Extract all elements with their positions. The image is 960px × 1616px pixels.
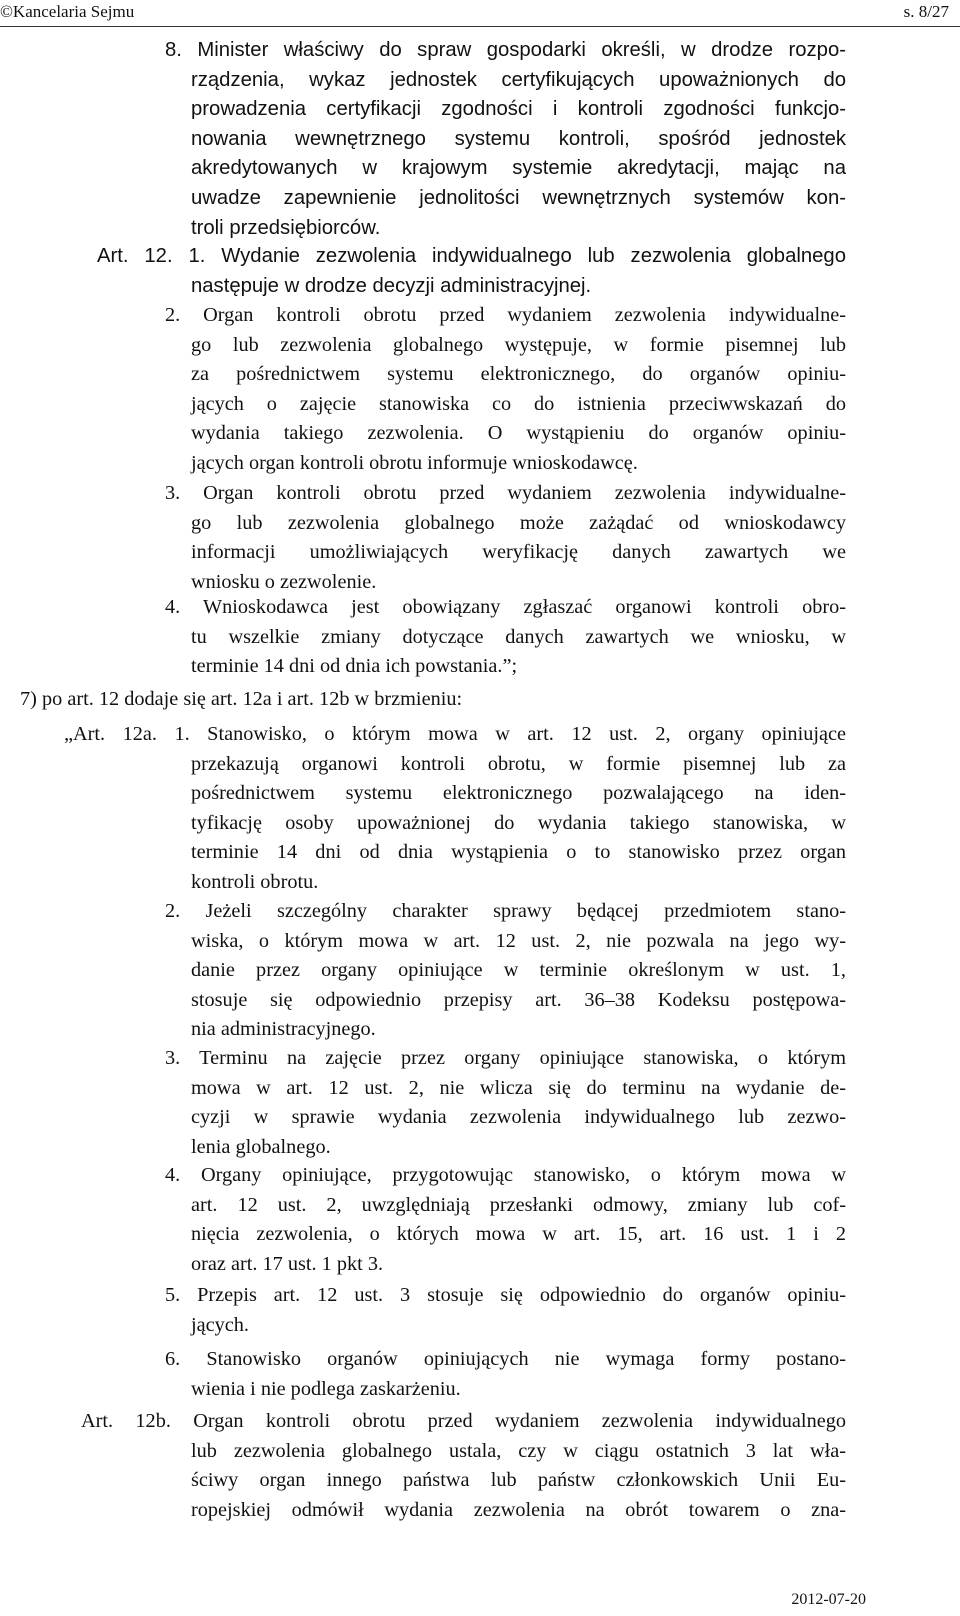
text-line: art. 12 ust. 2, uwzględniają przesłanki odmowy, zmiany lub cof- (191, 1193, 846, 1216)
text-line: terminie 14 dni od dnia wystąpienia o to stanowisko przez organ (191, 841, 846, 864)
art-12a-section-4 (165, 1161, 846, 1279)
text-line: stosuje się odpowiednio przepisy art. 36–38 Kodeksu postępowa- (191, 988, 846, 1011)
text-line: za pośrednictwem systemu elektronicznego, do organów opiniu- (191, 363, 846, 386)
art-12a-section-5 (165, 1281, 846, 1340)
text-line: wienia i nie podlega zaskarżeniu. (191, 1377, 461, 1400)
paragraph-8 (165, 36, 846, 243)
text-line: ściwy organ innego państwa lub państw członkowskich Unii Eu- (191, 1469, 846, 1492)
art-12-section-1 (97, 242, 846, 301)
text-line: wniosku o zezwolenie. (191, 570, 377, 593)
text-line: tyfikację osoby upoważnionej do wydania takiego stanowiska, w (191, 811, 846, 834)
text-line: przekazują organowi kontroli obrotu, w formie pisemnej lub za (191, 752, 846, 775)
text-line: rządzenia, wykaz jednostek certyfikujących upoważnionych do (191, 68, 846, 91)
footer-date: 2012-07-20 (791, 1591, 866, 1608)
text-line: 2. Organ kontroli obrotu przed wydaniem zezwolenia indywidualne- (165, 304, 846, 326)
text-line: kontroli obrotu. (191, 870, 319, 893)
text-line: cyzji w sprawie wydania zezwolenia indywidualnego lub zezwo- (191, 1106, 846, 1129)
text-line: 3. Organ kontroli obrotu przed wydaniem zezwolenia indywidualne- (165, 482, 846, 504)
text-line: 4. Organy opiniujące, przygotowując stanowisko, o którym mowa w (165, 1164, 846, 1186)
point-7 (20, 685, 846, 715)
text-line: lenia globalnego. (191, 1135, 331, 1158)
page-header (0, 0, 960, 27)
text-line: 2. Jeżeli szczególny charakter sprawy będącej przedmiotem stano- (165, 900, 846, 922)
text-line: 7) po art. 12 dodaje się art. 12a i art. 12b w brzmieniu: (20, 688, 463, 710)
text-line: akredytowanych w krajowym systemie akredytacji, mając na (191, 157, 846, 180)
text-line: jących organ kontroli obrotu informuje wnioskodawcę. (191, 451, 638, 474)
text-line: tu wszelkie zmiany dotyczące danych zawartych we wniosku, w (191, 625, 846, 648)
text-line: jących. (191, 1313, 249, 1336)
text-line: oraz art. 17 ust. 1 pkt 3. (191, 1252, 384, 1275)
text-line: wydania takiego zezwolenia. O wystąpieniu do organów opiniu- (191, 422, 846, 445)
text-line: danie przez organy opiniujące w terminie określonym w ust. 1, (191, 959, 846, 982)
text-line: wiska, o którym mowa w art. 12 ust. 2, nie pozwala na jego wy- (191, 929, 846, 952)
text-line: prowadzenia certyfikacji zgodności i kontroli zgodności funkcjo- (191, 98, 846, 121)
text-line: pośrednictwem systemu elektronicznego pozwalającego na iden- (191, 782, 846, 805)
copyright-label: ©Kancelaria Sejmu (0, 2, 135, 21)
text-line: Art. 12. 1. Wydanie zezwolenia indywidualnego lub zezwolenia globalnego (97, 245, 846, 267)
text-line: troli przedsiębiorców. (191, 216, 381, 239)
text-line: terminie 14 dni od dnia ich powstania.”; (191, 655, 518, 678)
art-12a-section-2 (165, 897, 846, 1045)
text-line: Art. 12b. Organ kontroli obrotu przed wydaniem zezwolenia indywidualnego (81, 1410, 846, 1432)
text-line: jących o zajęcie stanowiska co do istnienia przeciwwskazań do (191, 392, 846, 415)
art-12-section-4 (165, 593, 846, 682)
art-12a-section-3 (165, 1044, 846, 1162)
text-line: mowa w art. 12 ust. 2, nie wlicza się do terminu na wydanie de- (191, 1076, 846, 1099)
text-line: „Art. 12a. 1. Stanowisko, o którym mowa w art. 12 ust. 2, organy opiniujące (64, 723, 846, 745)
text-line: informacji umożliwiających weryfikację danych zawartych we (191, 541, 846, 564)
page-number: s. 8/27 (903, 2, 949, 21)
text-line: nięcia zezwolenia, o których mowa w art. 15, art. 16 ust. 1 i 2 (191, 1223, 846, 1246)
text-line: 5. Przepis art. 12 ust. 3 stosuje się odpowiednio do organów opiniu- (165, 1284, 846, 1306)
text-line: go lub zezwolenia globalnego występuje, w formie pisemnej lub (191, 333, 846, 356)
text-line: lub zezwolenia globalnego ustala, czy w ciągu ostatnich 3 lat wła- (191, 1439, 846, 1462)
text-line: ropejskiej odmówił wydania zezwolenia na obrót towarem o zna- (191, 1498, 846, 1521)
text-line: 4. Wnioskodawca jest obowiązany zgłaszać organowi kontroli obro- (165, 596, 846, 618)
art-12-section-3 (165, 479, 846, 597)
text-line: uwadze zapewnienie jednolitości wewnętrznych systemów kon- (191, 186, 846, 209)
art-12b (81, 1407, 846, 1525)
text-line: następuje w drodze decyzji administracyjnej. (191, 274, 592, 297)
text-line: nia administracyjnego. (191, 1018, 376, 1041)
text-line: 3. Terminu na zajęcie przez organy opiniujące stanowiska, o którym (165, 1047, 846, 1069)
art-12-section-2 (165, 301, 846, 479)
text-line: go lub zezwolenia globalnego może zażądać od wnioskodawcy (191, 511, 846, 534)
text-line: 8. Minister właściwy do spraw gospodarki określi, w drodze rozpo- (165, 39, 846, 61)
text-line: 6. Stanowisko organów opiniujących nie wymaga formy postano- (165, 1348, 846, 1370)
text-line: nowania wewnętrznego systemu kontroli, spośród jednostek (191, 127, 846, 150)
art-12a-section-1 (64, 720, 846, 898)
art-12a-section-6 (165, 1345, 846, 1404)
